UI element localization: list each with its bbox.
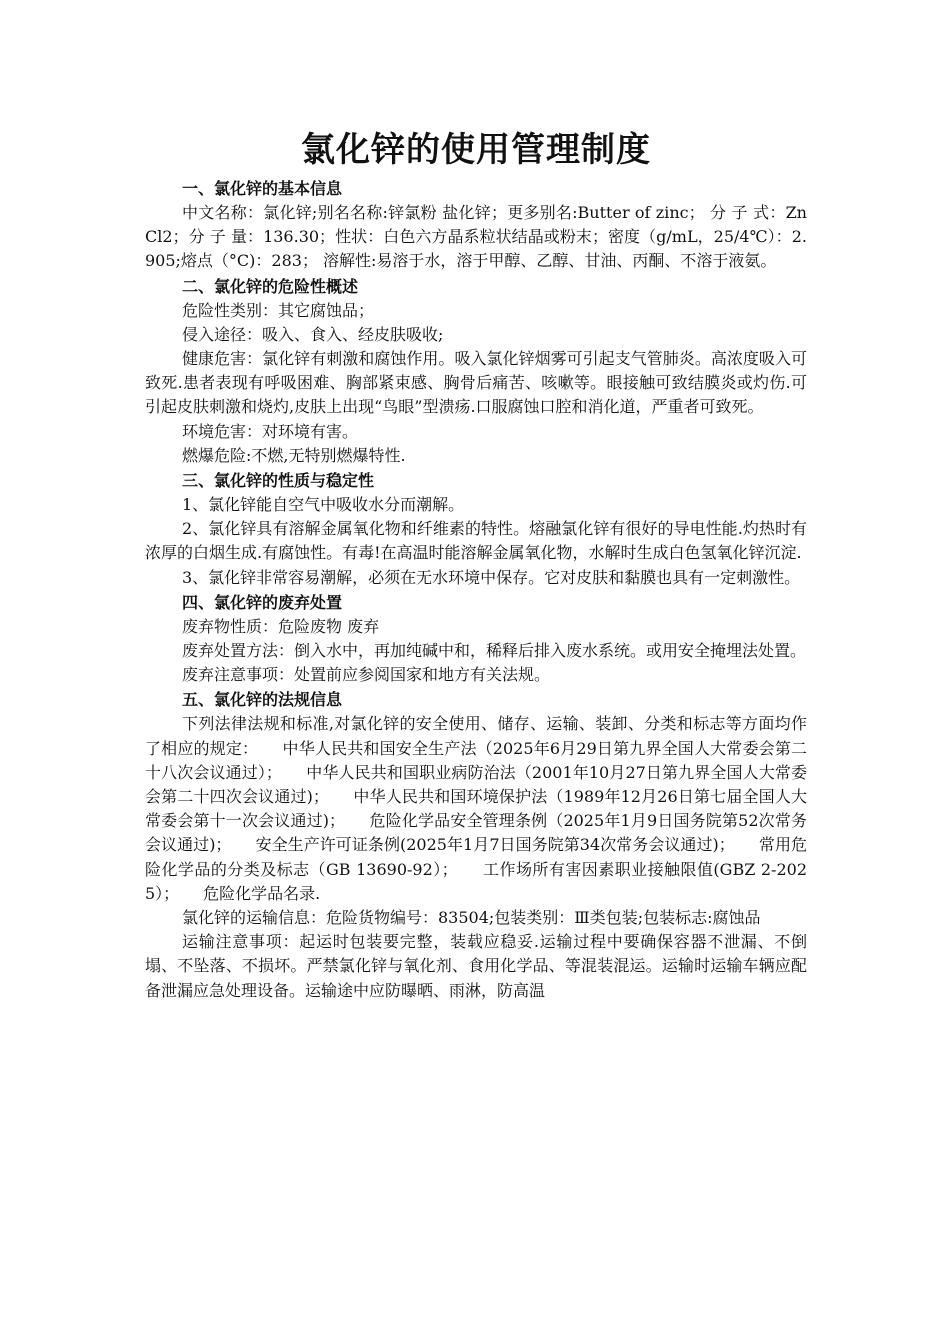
paragraph: 废弃注意事项：处置前应参阅国家和地方有关法规。 (182, 665, 551, 685)
section-heading: 五、氯化锌的法规信息 (182, 690, 343, 710)
paragraph: 废弃处置方法：倒入水中，再加纯碱中和，稀释后排入废水系统。或用安全掩埋法处置。 (182, 641, 807, 661)
section-heading: 二、氯化锌的危险性概述 (182, 276, 359, 296)
section-heading: 一、氯化锌的基本信息 (182, 179, 343, 198)
paragraph: 运输注意事项：起运时包装要完整，装载应稳妥.运输过程中要确保容器不泄漏、不倒塌、不坠落、不损坏。严禁氯化锌与氧化剂、食用化学品、等混装混运。运输时运输车辆应配备泄漏应急处理设备。运输途中应防曝晒、雨淋，防高温 (145, 932, 807, 1000)
document-title: 氯化锌的使用管理制度 (301, 130, 651, 170)
section-heading: 四、氯化锌的废弃处置 (182, 592, 343, 612)
paragraph: 下列法律法规和标准,对氯化锌的安全使用、储存、运输、装卸、分类和标志等方面均作了相应的规定： 中华人民共和国安全生产法（2025年6月29日第九界全国人大常委会第二十八次会议通过）； 中华人民共和国职业病防治法（2001年10月27日第九界全国人大常委会第二十四次会议通过)； 中华人民共和国环境保护法（1989年12月26日第七届全国人大常委会第十一次会议通过)； 危险化学品安全管理条例（2025年1月9日国务院第52次常务会议通过)； 安全生产许可证条例(2025年1月7日国务院第34次常务会议通过)； 常用危险化学品的分类及标志（GB 13690-92）； 工作场所有害因素职业接触限值(GBZ 2-2025）； 危险化学品名录. (145, 714, 807, 903)
paragraph: 废弃物性质：危险废物 废弃 (182, 616, 380, 636)
paragraph: 3、氯化锌非常容易潮解，必须在无水环境中保存。它对皮肤和黏膜也具有一定刺激性。 (182, 567, 801, 587)
section-heading: 三、氯化锌的性质与稳定性 (182, 471, 375, 491)
paragraph: 2、氯化锌具有溶解金属氧化物和纤维素的特性。熔融氯化锌有很好的导电性能.灼热时有浓厚的白烟生成.有腐蚀性。有毒!在高温时能溶解金属氧化物，水解时生成白色氢氧化锌沉淀. (145, 519, 807, 563)
paragraph: 氯化锌的运输信息：危险货物编号：83504;包装类别：Ⅲ类包装;包装标志:腐蚀品 (182, 908, 761, 928)
document-body (145, 126, 807, 1003)
paragraph: 中文名称：氯化锌;别名名称:锌氯粉 盐化锌；更多别名:Butter of zinc； 分 子 式：ZnCl2；分 子 量：136.30；性状：白色六方晶系粒状结晶或粉末；密度（g/mL，25/4℃）：2.905;熔点（°C)：283； 溶解性:易溶于水，溶于甲醇、乙醇、甘油、丙酮、不溶于液氨。 (145, 203, 807, 271)
paragraph: 危险性类别：其它腐蚀品； (182, 300, 375, 320)
paragraph: 燃爆危险:不燃,无特别燃爆特性. (182, 445, 406, 465)
paragraph: 健康危害：氯化锌有刺激和腐蚀作用。吸入氯化锌烟雾可引起支气管肺炎。高浓度吸入可致死.患者表现有呼吸困难、胸部紧束感、胸骨后痛苦、咳嗽等。眼接触可致结膜炎或灼伤.可引起皮肤刺激和烧灼,皮肤上出现“鸟眼”型溃疡.口服腐蚀口腔和消化道，严重者可致死。 (145, 349, 807, 417)
paragraph: 环境危害：对环境有害。 (182, 421, 359, 441)
paragraph: 1、氯化锌能自空气中吸收水分而潮解。 (182, 495, 465, 515)
paragraph: 侵入途径：吸入、食入、经皮肤吸收; (182, 324, 444, 344)
